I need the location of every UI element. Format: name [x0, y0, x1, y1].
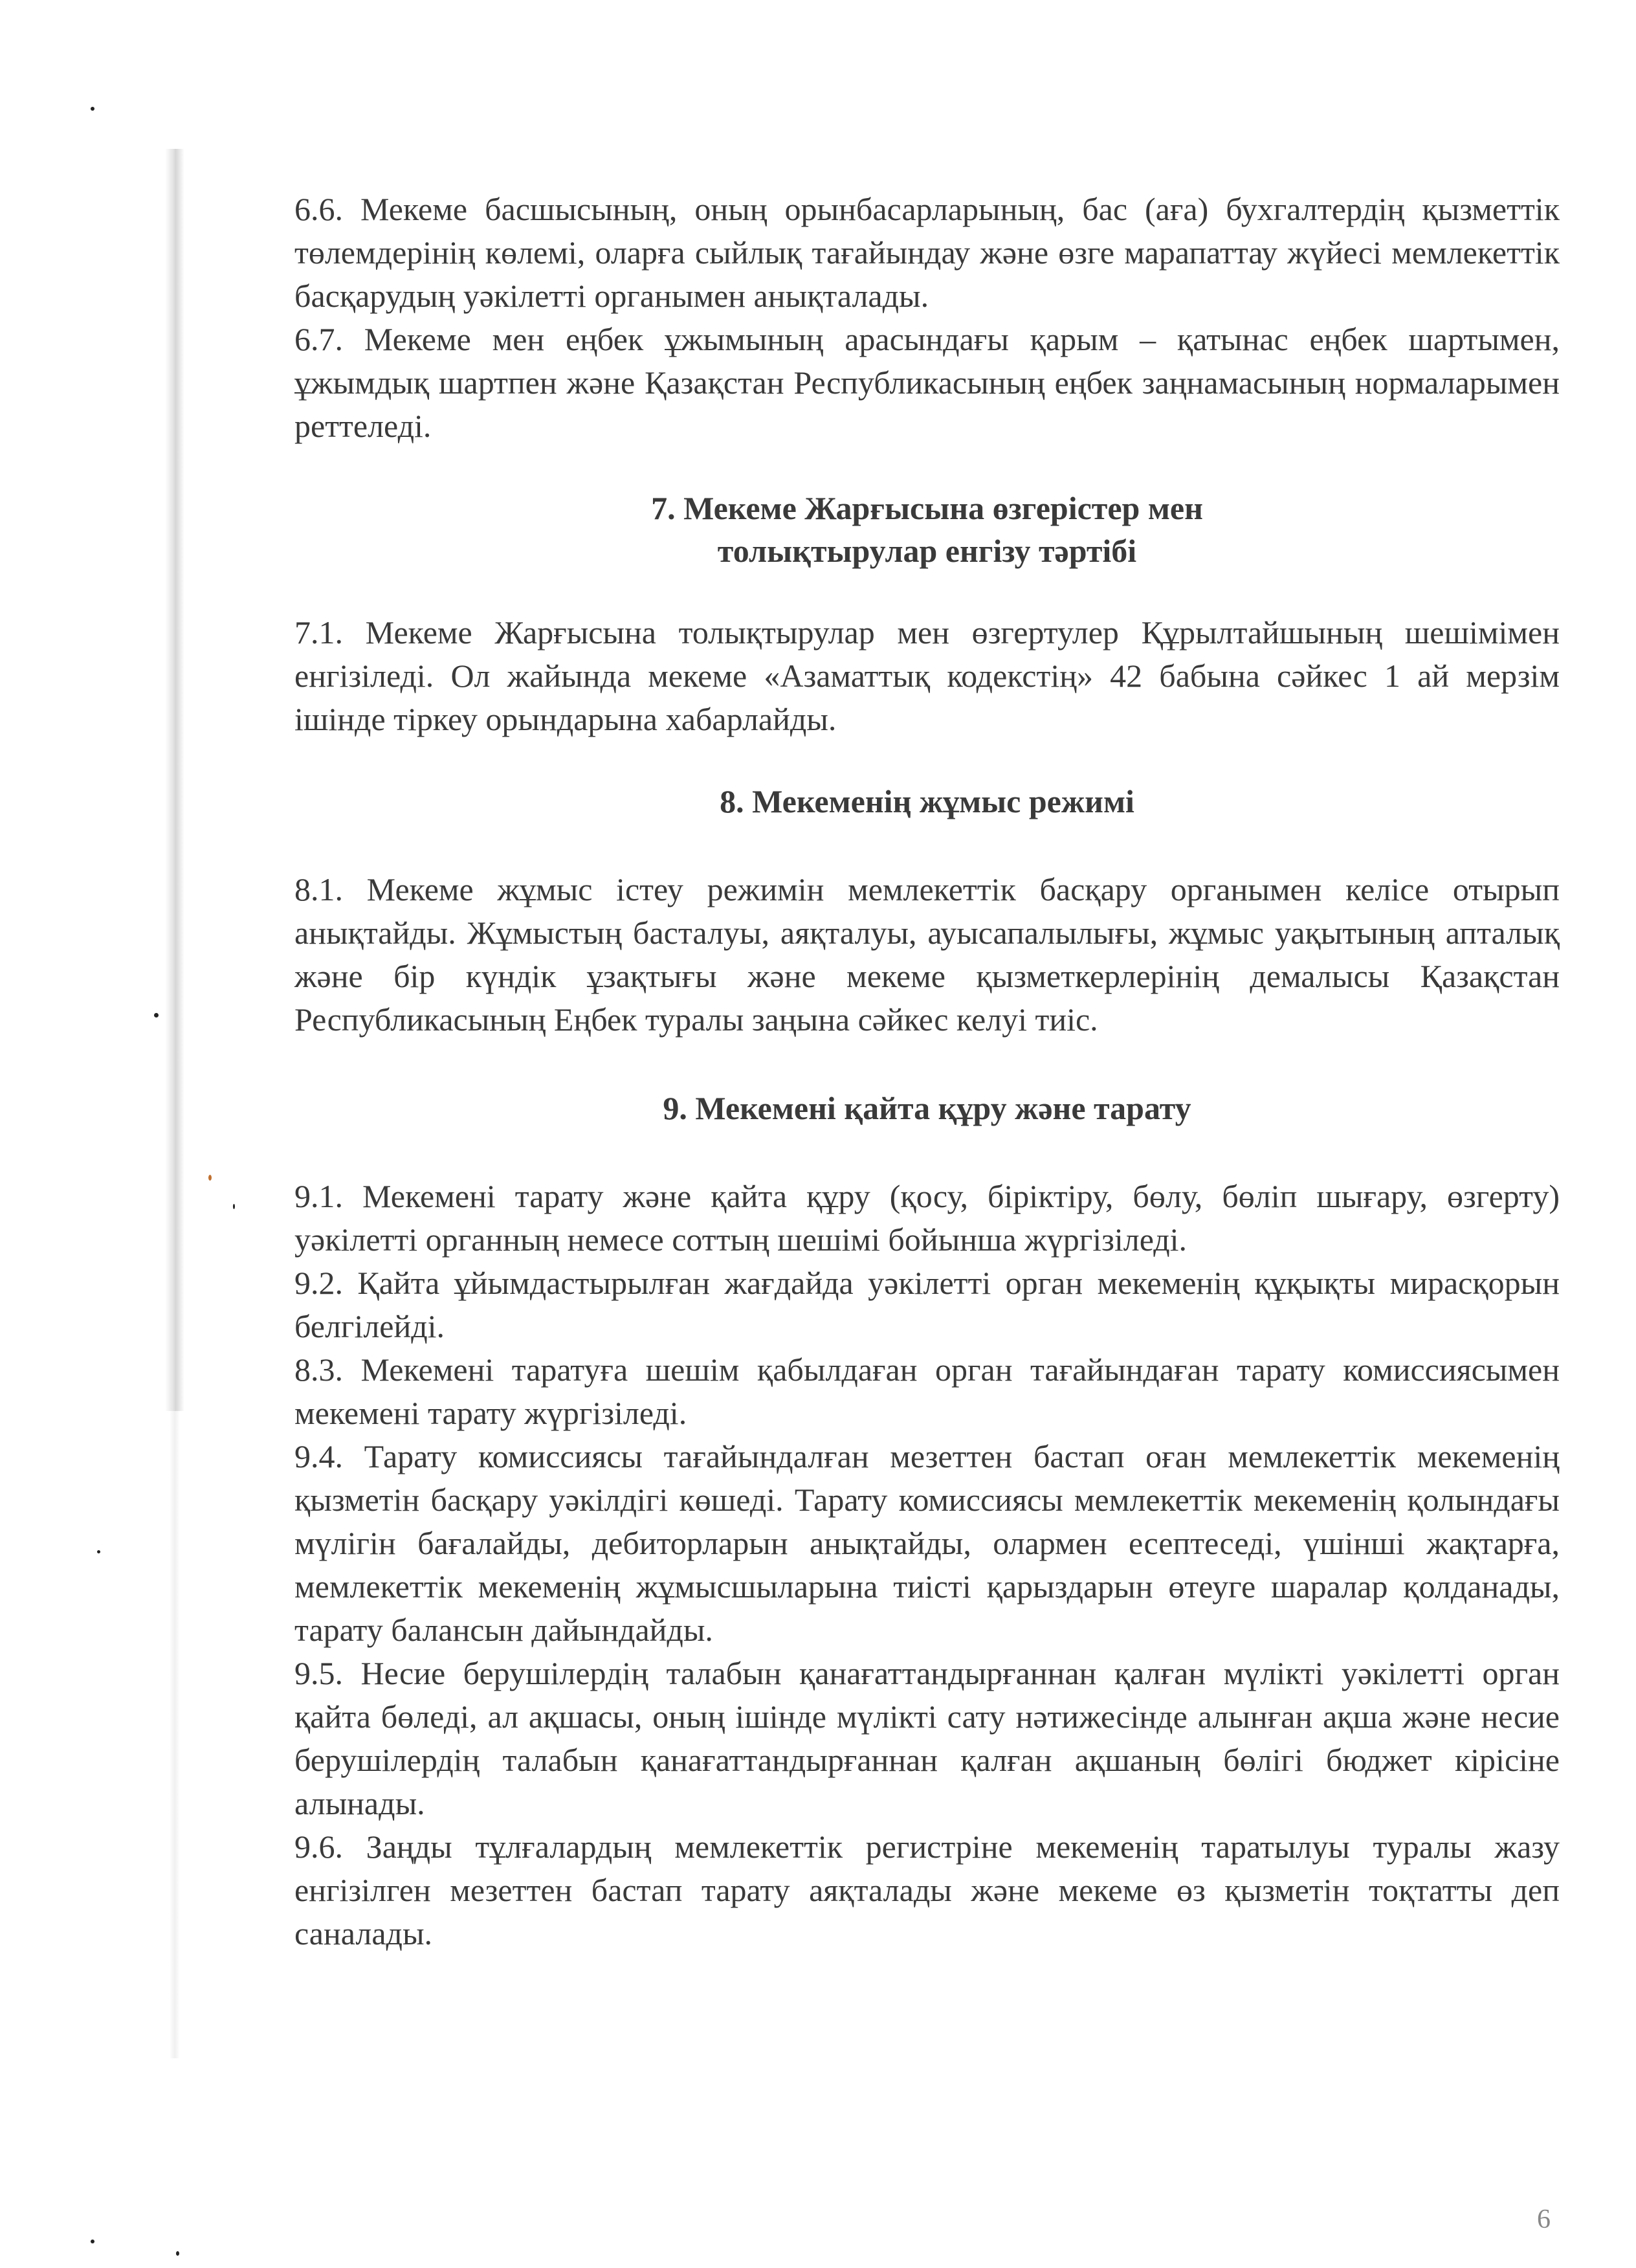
paragraph-7-1: 7.1. Мекеме Жарғысына толықтырулар мен өзгертулер Құрылтайшының шешімімен енгізіледі. Ол жайында мекеме «Азаматтық кодекстің» 42 бабына сәйкес 1 ай мерзім ішінде тіркеу орындарына хабарлайды.	[294, 614, 1560, 737]
section-heading-9: 9. Мекемені қайта құру және тарату	[663, 1090, 1191, 1126]
section-heading-8: 8. Мекеменің жұмыс режимі	[720, 783, 1134, 819]
scan-shadow	[165, 149, 184, 1411]
paragraph-9-4: 9.4. Тарату комиссиясы тағайындалған мезеттен бастап оған мемлекеттік мекеменің қызметін басқару уәкілдігі көшеді. Тарату комиссиясы мемлекеттік мекеменің қолындағы мүлігін бағалайды, дебиторларын анықтайды, олармен есептеседі, үшінші жақтарға, мемлекеттік мекеменің жұмысшыларына тиісті қарыздарын өтеуге шаралар қолданады, тарату балансын дайындайды.	[294, 1438, 1560, 1648]
scan-speck	[233, 1204, 235, 1209]
scan-speck	[208, 1175, 212, 1181]
scan-speck	[154, 1013, 159, 1017]
paragraph-8-1: 8.1. Мекеме жұмыс істеу режимін мемлекеттік басқару органымен келісе отырып анықтайды. Жұмыстың басталуы, аяқталуы, ауысапалылығы, жұмыс уақытының апталық және бір күндік ұзақтығы және мекеме қызметкерлерінің демалысы Қазақстан Республикасының Еңбек туралы заңына сәйкес келуі тиіс.	[294, 871, 1560, 1038]
scan-speck	[91, 107, 94, 111]
document-body	[294, 188, 1560, 1955]
page-number: 6	[1537, 2205, 1551, 2234]
paragraph-6-7: 6.7. Мекеме мен еңбек ұжымының арасындағы қарым – қатынас еңбек шартымен, ұжымдық шартпен және Қазақстан Республикасының еңбек заңнамасының нормаларымен реттеледі.	[294, 321, 1560, 444]
paragraph-9-1: 9.1. Мекемені тарату және қайта құру (қосу, біріктіру, бөлу, бөліп шығару, өзгерту) уәкілетті органның немесе соттың шешімі бойынша жүргізіледі.	[294, 1178, 1560, 1258]
paragraph-9-2: 9.2. Қайта ұйымдастырылған жағдайда уәкілетті орган мекеменің құқықты мирасқорын белгілейді.	[294, 1265, 1560, 1344]
paragraph-9-6: 9.6. Заңды тұлғалардың мемлекеттік регистріне мекеменің таратылуы туралы жазу енгізілген мезеттен бастап тарату аяқталады және мекеме өз қызметін тоқтатты деп саналады.	[294, 1829, 1560, 1951]
paragraph-9-5: 9.5. Несие берушілердің талабын қанағаттандырғаннан қалған мүлікті уәкілетті орган қайта бөледі, ал ақшасы, оның ішінде мүлікті сату нәтижесінде алынған ақша және несие берушілердің талабын қанағаттандырғаннан қалған ақшаның бөлігі бюджет кірісіне алынады.	[294, 1655, 1560, 1821]
scan-speck	[176, 2251, 179, 2256]
paragraph-6-6: 6.6. Мекеме басшысының, оның орынбасарларының, бас (аға) бухгалтердің қызметтік төлемдерінің көлемі, оларға сыйлық тағайындау және өзге марапаттау жүйесі мемлекеттік басқарудың уәкілетті органымен анықталады.	[294, 191, 1560, 314]
scan-speck	[91, 2240, 94, 2243]
scan-speck	[97, 1550, 100, 1553]
section-heading-7: 7. Мекеме Жарғысына өзгерістер мен толықтырулар енгізу тәртібі	[651, 490, 1203, 569]
scan-shadow-lower	[170, 1411, 180, 2058]
paragraph-8-3: 8.3. Мекемені таратуға шешім қабылдаған орган тағайындаған тарату комиссиясымен мекемені тарату жүргізіледі.	[294, 1351, 1560, 1431]
